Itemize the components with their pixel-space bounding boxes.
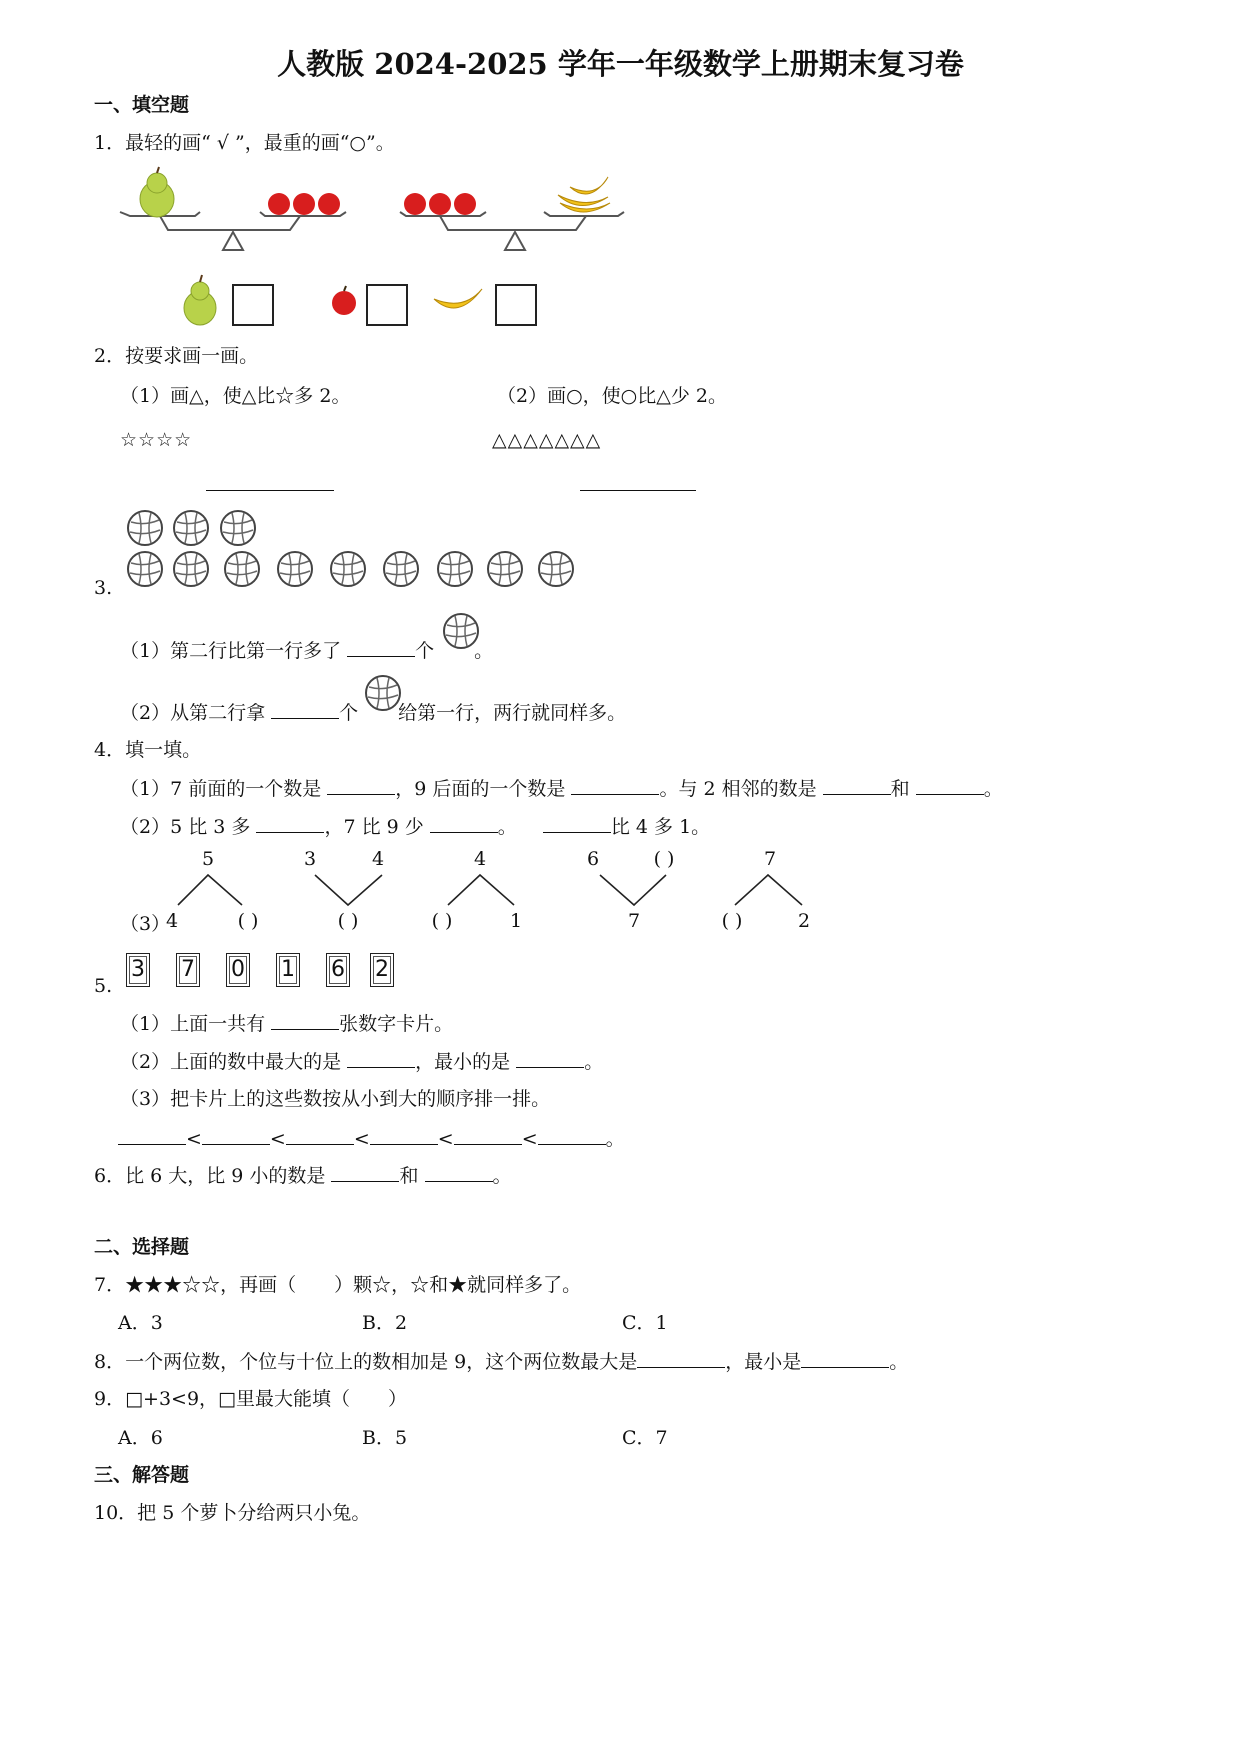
q4-p2-blank-2[interactable] <box>430 814 498 833</box>
q5-p2-blank-1[interactable] <box>347 1049 415 1068</box>
ordering-end: 。 <box>605 1128 625 1150</box>
q7-option-c[interactable]: C．1 <box>622 1312 668 1334</box>
number-bond-trees <box>150 845 830 935</box>
order-blank-4[interactable] <box>370 1126 438 1145</box>
tree-2-left: 3 <box>303 848 317 870</box>
question-5-part-3: （3）把卡片上的这些数按从小到大的顺序排一排。 <box>120 1088 551 1110</box>
q3-p2-blank[interactable] <box>271 700 339 719</box>
tree-4-right[interactable]: ( ) <box>653 848 675 870</box>
tree-3-top: 4 <box>473 848 487 870</box>
tree-1-left: 4 <box>165 910 179 932</box>
q4-p1-b: ，9 后面的一个数是 <box>395 778 566 800</box>
apple-icon <box>332 286 356 315</box>
order-blank-6[interactable] <box>538 1126 606 1145</box>
q4-p2-a: （2）5 比 3 多 <box>120 816 251 838</box>
number-card: 2 <box>370 953 394 987</box>
tree-1-top: 5 <box>201 848 215 870</box>
less-than-sign: < <box>353 1128 370 1150</box>
tree-4-bottom: 7 <box>627 910 641 932</box>
q4-p1-blank-2[interactable] <box>571 776 659 795</box>
q8-c: 。 <box>889 1351 909 1373</box>
q9-option-b[interactable]: B．5 <box>362 1427 408 1449</box>
q3-p1-end: 。 <box>474 640 494 662</box>
question-1-text: 1．最轻的画“ √ ”，最重的画“○”。 <box>94 132 395 154</box>
q4-p1-e: 。 <box>983 778 1003 800</box>
q9-option-c[interactable]: C．7 <box>622 1427 668 1449</box>
q5-p1-b: 张数字卡片。 <box>339 1013 454 1035</box>
q8-b: ，最小是 <box>725 1351 802 1373</box>
q5-p2-a: （2）上面的数中最大的是 <box>120 1051 342 1073</box>
tree-3-right: 1 <box>509 910 523 932</box>
q9-option-a[interactable]: A．6 <box>118 1427 163 1449</box>
q3-p2-prefix: （2）从第二行拿 <box>120 702 266 724</box>
q4-p2-c: 。 <box>497 816 517 838</box>
q6-blank-1[interactable] <box>331 1163 399 1182</box>
q6-blank-2[interactable] <box>425 1163 493 1182</box>
draw-line-1[interactable] <box>206 490 334 491</box>
order-blank-3[interactable] <box>286 1126 354 1145</box>
question-4-part-1 <box>120 776 1003 801</box>
volleyball-row-2 <box>128 552 573 586</box>
question-2-part-1: （1）画△，使△比☆多 2。 <box>120 385 351 407</box>
ordering-row <box>118 1126 625 1151</box>
section-heading-answer: 三、解答题 <box>94 1464 190 1486</box>
q3-p1-prefix: （1）第二行比第一行多了 <box>120 640 342 662</box>
less-than-sign: < <box>437 1128 454 1150</box>
q5-p1-blank[interactable] <box>271 1011 339 1030</box>
question-8 <box>94 1349 908 1374</box>
tree-4-left: 6 <box>586 848 600 870</box>
number-card: 6 <box>326 953 350 987</box>
q3-p2-suffix: 给第一行，两行就同样多。 <box>398 702 627 724</box>
tree-1-right[interactable]: ( ) <box>237 910 259 932</box>
q3-p1-unit: 个 <box>415 640 435 662</box>
question-7-text: 7．★★★☆☆，再画（ ）颗☆，☆和★就同样多了。 <box>94 1274 582 1296</box>
tree-5-top: 7 <box>763 848 777 870</box>
q4-p1-c: 。与 2 相邻的数是 <box>659 778 817 800</box>
q5-p1-a: （1）上面一共有 <box>120 1013 266 1035</box>
q7-option-a[interactable]: A．3 <box>118 1312 163 1334</box>
q4-p2-d: 比 4 多 1。 <box>610 816 711 838</box>
answer-box-banana[interactable] <box>495 284 537 326</box>
volleyball-row-1 <box>128 511 255 545</box>
banana-icon <box>434 289 482 308</box>
pear-icon <box>184 275 216 325</box>
q8-blank-1[interactable] <box>637 1349 725 1368</box>
q4-p1-blank-1[interactable] <box>327 776 395 795</box>
volleyball-icon <box>363 674 403 714</box>
question-2-part-2: （2）画○，使○比△少 2。 <box>497 385 727 407</box>
volleyball-icon <box>441 612 481 652</box>
q3-p2-unit: 个 <box>339 702 359 724</box>
q6-a: 6．比 6 大，比 9 小的数是 <box>94 1165 326 1187</box>
draw-line-2[interactable] <box>580 490 696 491</box>
less-than-sign: < <box>186 1128 202 1150</box>
less-than-sign: < <box>269 1128 286 1150</box>
q8-a: 8．一个两位数，个位与十位上的数相加是 9，这个两位数最大是 <box>94 1351 638 1373</box>
order-blank-5[interactable] <box>454 1126 522 1145</box>
q6-b: 和 <box>399 1165 419 1187</box>
tree-2-right: 4 <box>371 848 385 870</box>
q5-p2-c: 。 <box>584 1051 604 1073</box>
number-card: 3 <box>126 953 150 987</box>
volleyball-rows <box>120 506 590 596</box>
q5-p2-blank-2[interactable] <box>516 1049 584 1068</box>
q4-p1-blank-3[interactable] <box>823 776 891 795</box>
less-than-sign: < <box>521 1128 538 1150</box>
answer-box-pear[interactable] <box>232 284 274 326</box>
q4-p1-blank-4[interactable] <box>916 776 984 795</box>
question-3-number: 3. <box>94 577 113 599</box>
order-blank-1[interactable] <box>118 1126 186 1145</box>
number-card: 0 <box>226 953 250 987</box>
tree-5-right: 2 <box>797 910 811 932</box>
q4-p1-a: （1）7 前面的一个数是 <box>120 778 322 800</box>
section-heading-fill: 一、填空题 <box>94 94 190 116</box>
question-10-text: 10．把 5 个萝卜分给两只小兔。 <box>94 1502 371 1524</box>
page-title: 人教版 2024-2025 学年一年级数学上册期末复习卷 <box>277 47 964 81</box>
balance-scale-2 <box>400 177 624 250</box>
question-4-part-2 <box>120 814 710 839</box>
q3-p1-blank[interactable] <box>347 638 415 657</box>
question-4-text: 4．填一填。 <box>94 739 202 761</box>
q4-p2-blank-3[interactable] <box>543 814 611 833</box>
q6-c: 。 <box>492 1165 512 1187</box>
triangles-row: △△△△△△△ <box>492 429 602 451</box>
answer-box-apple[interactable] <box>366 284 408 326</box>
tree-2-bottom[interactable]: ( ) <box>337 910 359 932</box>
question-6 <box>94 1163 512 1188</box>
question-5-number: 5. <box>94 975 113 997</box>
question-5-part-2 <box>120 1049 603 1074</box>
question-4-part-3: （3） <box>120 913 171 935</box>
tree-3-left[interactable]: ( ) <box>431 910 453 932</box>
question-9-text: 9．□+3<9，□里最大能填（ ） <box>94 1388 408 1410</box>
number-card: 7 <box>176 953 200 987</box>
question-5-part-1 <box>120 1011 453 1036</box>
q5-p2-b: ，最小的是 <box>415 1051 511 1073</box>
question-2-text: 2．按要求画一画。 <box>94 345 259 367</box>
tree-5-left[interactable]: ( ) <box>721 910 743 932</box>
q8-blank-2[interactable] <box>801 1349 889 1368</box>
order-blank-2[interactable] <box>202 1126 270 1145</box>
stars-row: ☆☆☆☆ <box>120 429 193 451</box>
q4-p2-b: ，7 比 9 少 <box>324 816 424 838</box>
q4-p2-blank-1[interactable] <box>256 814 324 833</box>
section-heading-choice: 二、选择题 <box>94 1236 190 1258</box>
q7-option-b[interactable]: B．2 <box>362 1312 408 1334</box>
number-card: 1 <box>276 953 300 987</box>
q4-p1-d: 和 <box>890 778 910 800</box>
question-3-part-1 <box>120 638 493 663</box>
balance-scale-1 <box>120 167 346 250</box>
